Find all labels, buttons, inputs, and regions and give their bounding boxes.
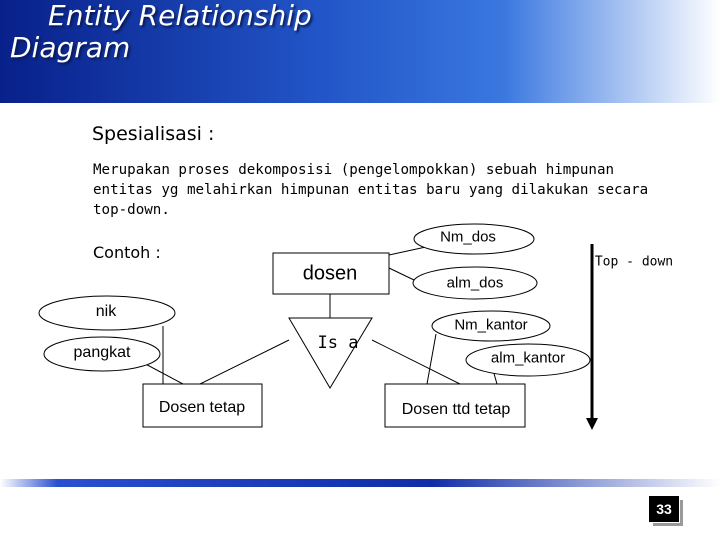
title-line-1: Entity Relationship: [48, 0, 312, 32]
entity-dosen-label: dosen: [302, 262, 358, 285]
description-text: Merupakan proses dekomposisi (pengelompokkan) sebuah himpunan entitas yg melahirkan himpunan entitas baru yang dilakukan secara top-down.: [93, 162, 649, 218]
attr-alm-kantor-label: alm_kantor: [490, 349, 566, 367]
attr-nm-dos-label: Nm_dos: [440, 228, 496, 246]
attr-nm-kantor-label: Nm_kantor: [454, 316, 528, 334]
line-dosen-almdos: [389, 268, 414, 280]
page-number: 33: [648, 495, 680, 523]
section-subtitle: Spesialisasi :: [92, 123, 215, 145]
line-ttd-nmkantor: [427, 334, 436, 384]
line-isa-dosenttd: [372, 340, 460, 384]
top-down-label: Top - down: [594, 254, 674, 270]
footer-bar: [0, 479, 720, 487]
entity-dosen-ttd-tetap-label: Dosen ttd tetap: [401, 401, 511, 418]
attr-alm-dos-label: alm_dos: [446, 274, 504, 292]
line-isa-dosentetap: [200, 340, 289, 384]
example-label: Contoh :: [93, 243, 161, 262]
attr-pangkat-label: pangkat: [73, 344, 131, 361]
isa-triangle: [289, 318, 372, 388]
attr-nik-label: nik: [95, 303, 117, 320]
isa-label: Is a: [317, 333, 359, 353]
page-number-badge: [648, 495, 684, 527]
title-line-2: Diagram: [10, 31, 131, 64]
entity-dosen-tetap-label: Dosen tetap: [158, 399, 246, 416]
top-down-arrow: [586, 244, 598, 430]
